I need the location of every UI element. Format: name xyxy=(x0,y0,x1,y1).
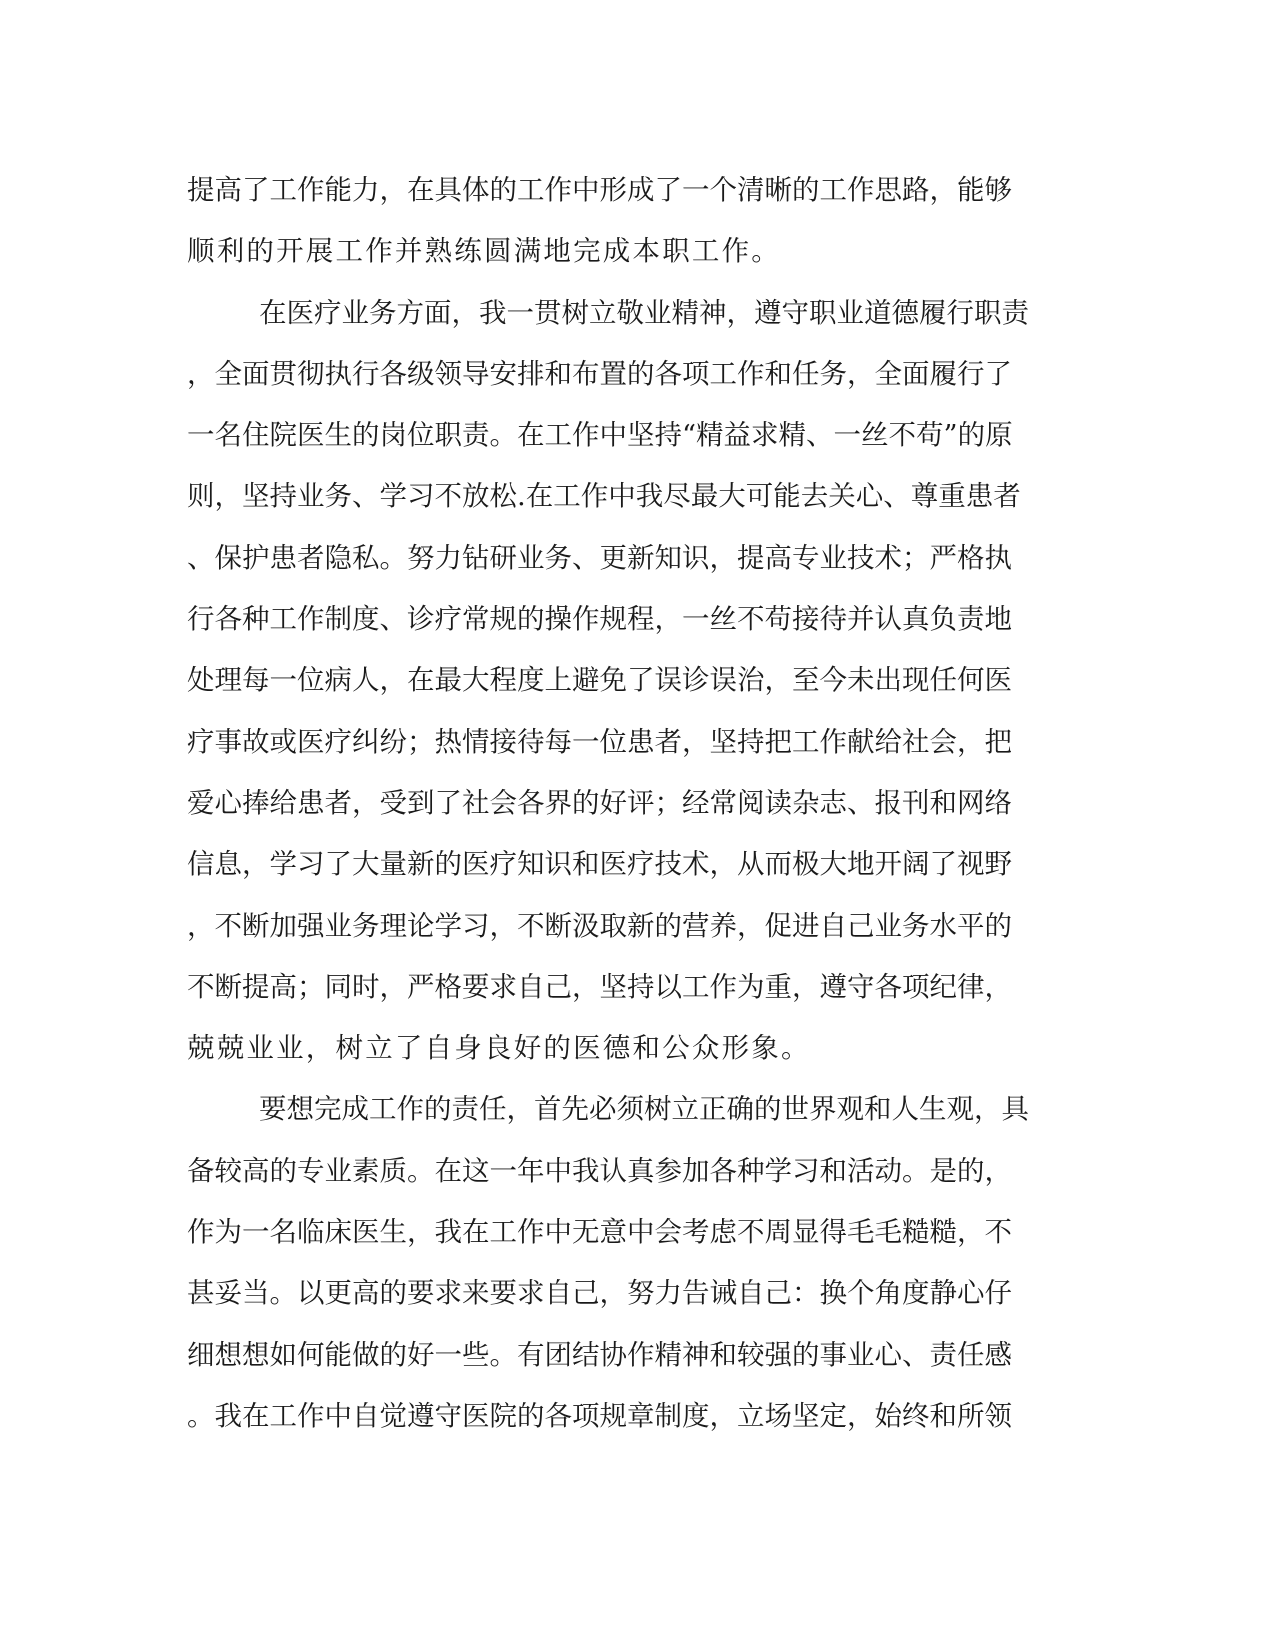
text-line: 、保护患者隐私。努力钻研业务、更新知识，提高专业技术；严格执 xyxy=(187,541,1012,574)
text-line: 作为一名临床医生，我在工作中无意中会考虑不周显得毛毛糙糙，不 xyxy=(187,1216,1012,1249)
text-line: 不断提高；同时，严格要求自己，坚持以工作为重，遵守各项纪律， xyxy=(187,970,1012,1003)
text-line: ，不断加强业务理论学习，不断汲取新的营养，促进自己业务水平的 xyxy=(187,909,1012,942)
text-line: ，全面贯彻执行各级领导安排和布置的各项工作和任务，全面履行了 xyxy=(187,357,1012,390)
text-line: 行各种工作制度、诊疗常规的操作规程，一丝不苟接待并认真负责地 xyxy=(187,603,1012,636)
text-line: 。我在工作中自觉遵守医院的各项规章制度，立场坚定，始终和所领 xyxy=(187,1399,1012,1432)
text-line: 爱心捧给患者，受到了社会各界的好评；经常阅读杂志、报刊和网络 xyxy=(187,786,1012,819)
text-line: 提高了工作能力，在具体的工作中形成了一个清晰的工作思路，能够 xyxy=(187,174,1012,206)
text-line: 要想完成工作的责任，首先必须树立正确的世界观和人生观，具 xyxy=(259,1093,1029,1126)
text-line: 兢兢业业，树立了自身良好的医德和公众形象。 xyxy=(187,1032,811,1065)
text-line: 顺利的开展工作并熟练圆满地完成本职工作。 xyxy=(187,235,781,268)
text-line: 疗事故或医疗纠纷；热情接待每一位患者，坚持把工作献给社会，把 xyxy=(187,725,1012,758)
text-line: 备较高的专业素质。在这一年中我认真参加各种学习和活动。是的， xyxy=(187,1154,1012,1187)
text-line: 信息，学习了大量新的医疗知识和医疗技术，从而极大地开阔了视野 xyxy=(187,848,1012,881)
text-line: 细想想如何能做的好一些。有团结协作精神和较强的事业心、责任感 xyxy=(187,1338,1012,1371)
text-line: 甚妥当。以更高的要求来要求自己，努力告诫自己：换个角度静心仔 xyxy=(187,1277,1012,1310)
text-line: 处理每一位病人，在最大程度上避免了误诊误治，至今未出现任何医 xyxy=(187,664,1012,697)
text-line: 在医疗业务方面，我一贯树立敬业精神，遵守职业道德履行职责 xyxy=(259,296,1029,329)
body-text xyxy=(187,160,1087,1447)
text-line: 则，坚持业务、学习不放松.在工作中我尽最大可能去关心、尊重患者 xyxy=(187,480,1021,513)
text-line: 一名住院医生的岗位职责。在工作中坚持“精益求精、一丝不苟”的原 xyxy=(187,419,1013,452)
